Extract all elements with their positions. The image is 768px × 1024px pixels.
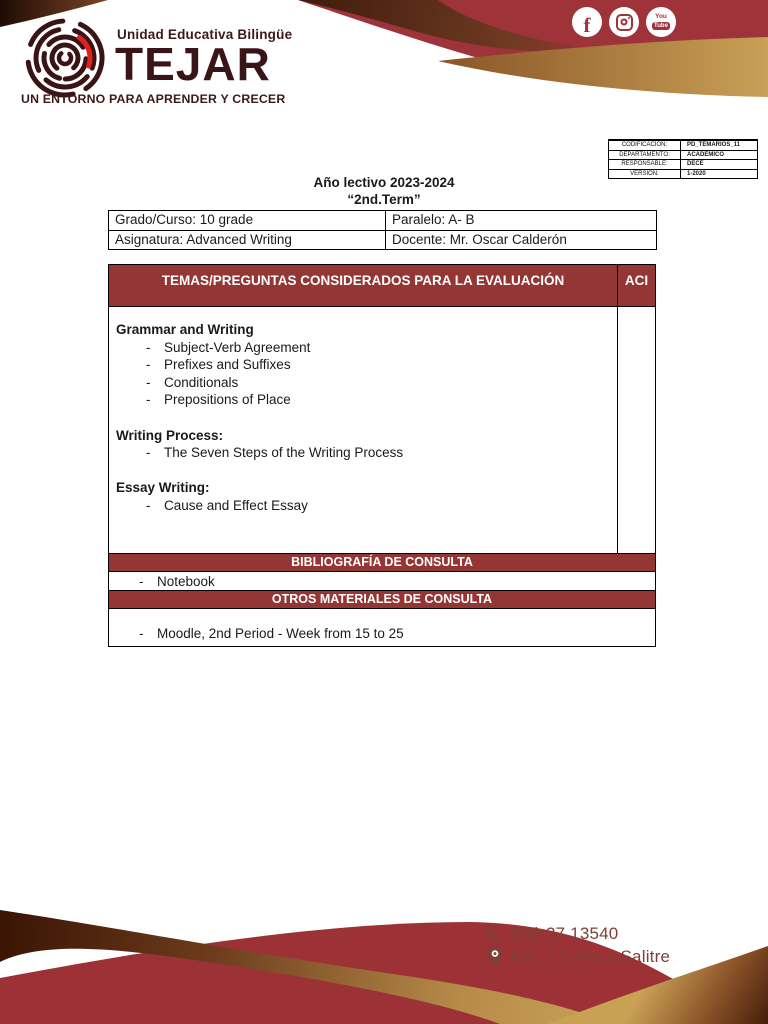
page-title: Año lectivo 2023-2024 (313, 175, 455, 190)
codification-label: VERSIÓN: (609, 170, 681, 179)
codification-value: ACADÉMICO (687, 151, 724, 158)
instagram-icon[interactable] (609, 7, 639, 37)
topic-text: Prefixes and Suffixes (164, 357, 291, 373)
topic-line (116, 462, 611, 480)
bullet-dash: - (146, 392, 151, 408)
bibliografia-header: BIBLIOGRAFÍA DE CONSULTA (108, 554, 656, 572)
topic-text: Subject-Verb Agreement (164, 339, 311, 355)
topic-line (116, 356, 611, 374)
school-name: Unidad Educativa Bilingüe (117, 27, 293, 42)
otros-item (109, 625, 655, 643)
grado-cell: Grado/Curso: 10 grade (109, 211, 386, 230)
facebook-icon[interactable]: f (572, 7, 602, 37)
youtube-icon[interactable]: You Tube (646, 7, 676, 37)
bullet-dash: - (146, 339, 151, 355)
codification-table (608, 139, 758, 179)
location-pin-icon (487, 946, 503, 967)
codification-value: 1-2020 (687, 170, 706, 177)
topic-text: Writing Process: (116, 427, 224, 443)
spiral-logo-icon (22, 15, 108, 101)
otros-text: Moodle, 2nd Period - Week from 15 to 25 (157, 626, 404, 642)
address-text: Km. 7.5 Vía a Salitre (510, 947, 671, 966)
topic-text: Prepositions of Place (164, 392, 291, 408)
social-icons (572, 7, 676, 37)
topics-table (108, 264, 656, 647)
bullet-dash: - (146, 445, 151, 461)
topic-line (116, 409, 611, 427)
topic-text: Grammar and Writing (116, 322, 254, 337)
bullet-dash: - (139, 574, 144, 589)
paralelo-cell: Paralelo: A- B (392, 212, 475, 227)
bibliografia-text: Notebook (157, 574, 215, 589)
phone-icon (483, 924, 503, 944)
topic-line (116, 479, 611, 497)
docente-cell: Docente: Mr. Oscar Calderón (386, 230, 656, 249)
codification-label: DEPARTAMENTO: (609, 151, 681, 160)
contact-block (484, 923, 670, 969)
otros-materiales-header: OTROS MATERIALES DE CONSULTA (108, 591, 656, 609)
bibliografia-items (108, 572, 656, 591)
codification-label: CODIFICACIÓN: (609, 141, 681, 150)
bullet-dash: - (139, 626, 144, 642)
topic-line (116, 391, 611, 409)
bullet-dash: - (146, 357, 151, 373)
topics-header-cell: TEMAS/PREGUNTAS CONSIDERADOS PARA LA EVALUACIÓN (109, 265, 618, 306)
school-tagline: UN ENTORNO PARA APRENDER Y CRECER (21, 92, 286, 106)
document-title-block (0, 175, 768, 207)
bullet-dash: - (146, 497, 151, 513)
topic-line (116, 374, 611, 392)
phone-row (484, 923, 670, 944)
topic-text: Cause and Effect Essay (164, 497, 308, 513)
codification-row (609, 140, 757, 150)
course-info-table (108, 210, 657, 250)
address-row (484, 946, 670, 967)
aci-header-cell: ACI (624, 273, 649, 288)
topics-table-header (108, 264, 656, 307)
phone-number: (04) 37 13540 (510, 924, 619, 943)
topic-text: Conditionals (164, 374, 239, 390)
topics-table-body (108, 307, 656, 554)
codification-label: RESPONSABLE: (609, 160, 681, 169)
topic-line (116, 321, 611, 339)
codification-value: DECE (687, 161, 704, 167)
topic-line (116, 444, 611, 462)
asignatura-cell: Asignatura: Advanced Writing (109, 230, 386, 249)
topic-text: Essay Writing: (116, 480, 210, 496)
codification-row (609, 159, 757, 169)
topic-line (116, 497, 611, 515)
topics-content (109, 307, 618, 553)
page-subtitle: “2nd.Term” (347, 192, 421, 207)
aci-column-cell (618, 307, 655, 553)
topic-text: The Seven Steps of the Writing Process (164, 445, 404, 461)
codification-row (609, 150, 757, 160)
codification-value: PD_TEMARIOS_11 (687, 142, 741, 148)
topic-line (116, 339, 611, 357)
topic-line (116, 427, 611, 445)
school-acronym: TEJAR (115, 38, 271, 90)
bibliografia-item (109, 573, 655, 590)
otros-materiales-items (108, 609, 656, 647)
bullet-dash: - (146, 374, 151, 390)
